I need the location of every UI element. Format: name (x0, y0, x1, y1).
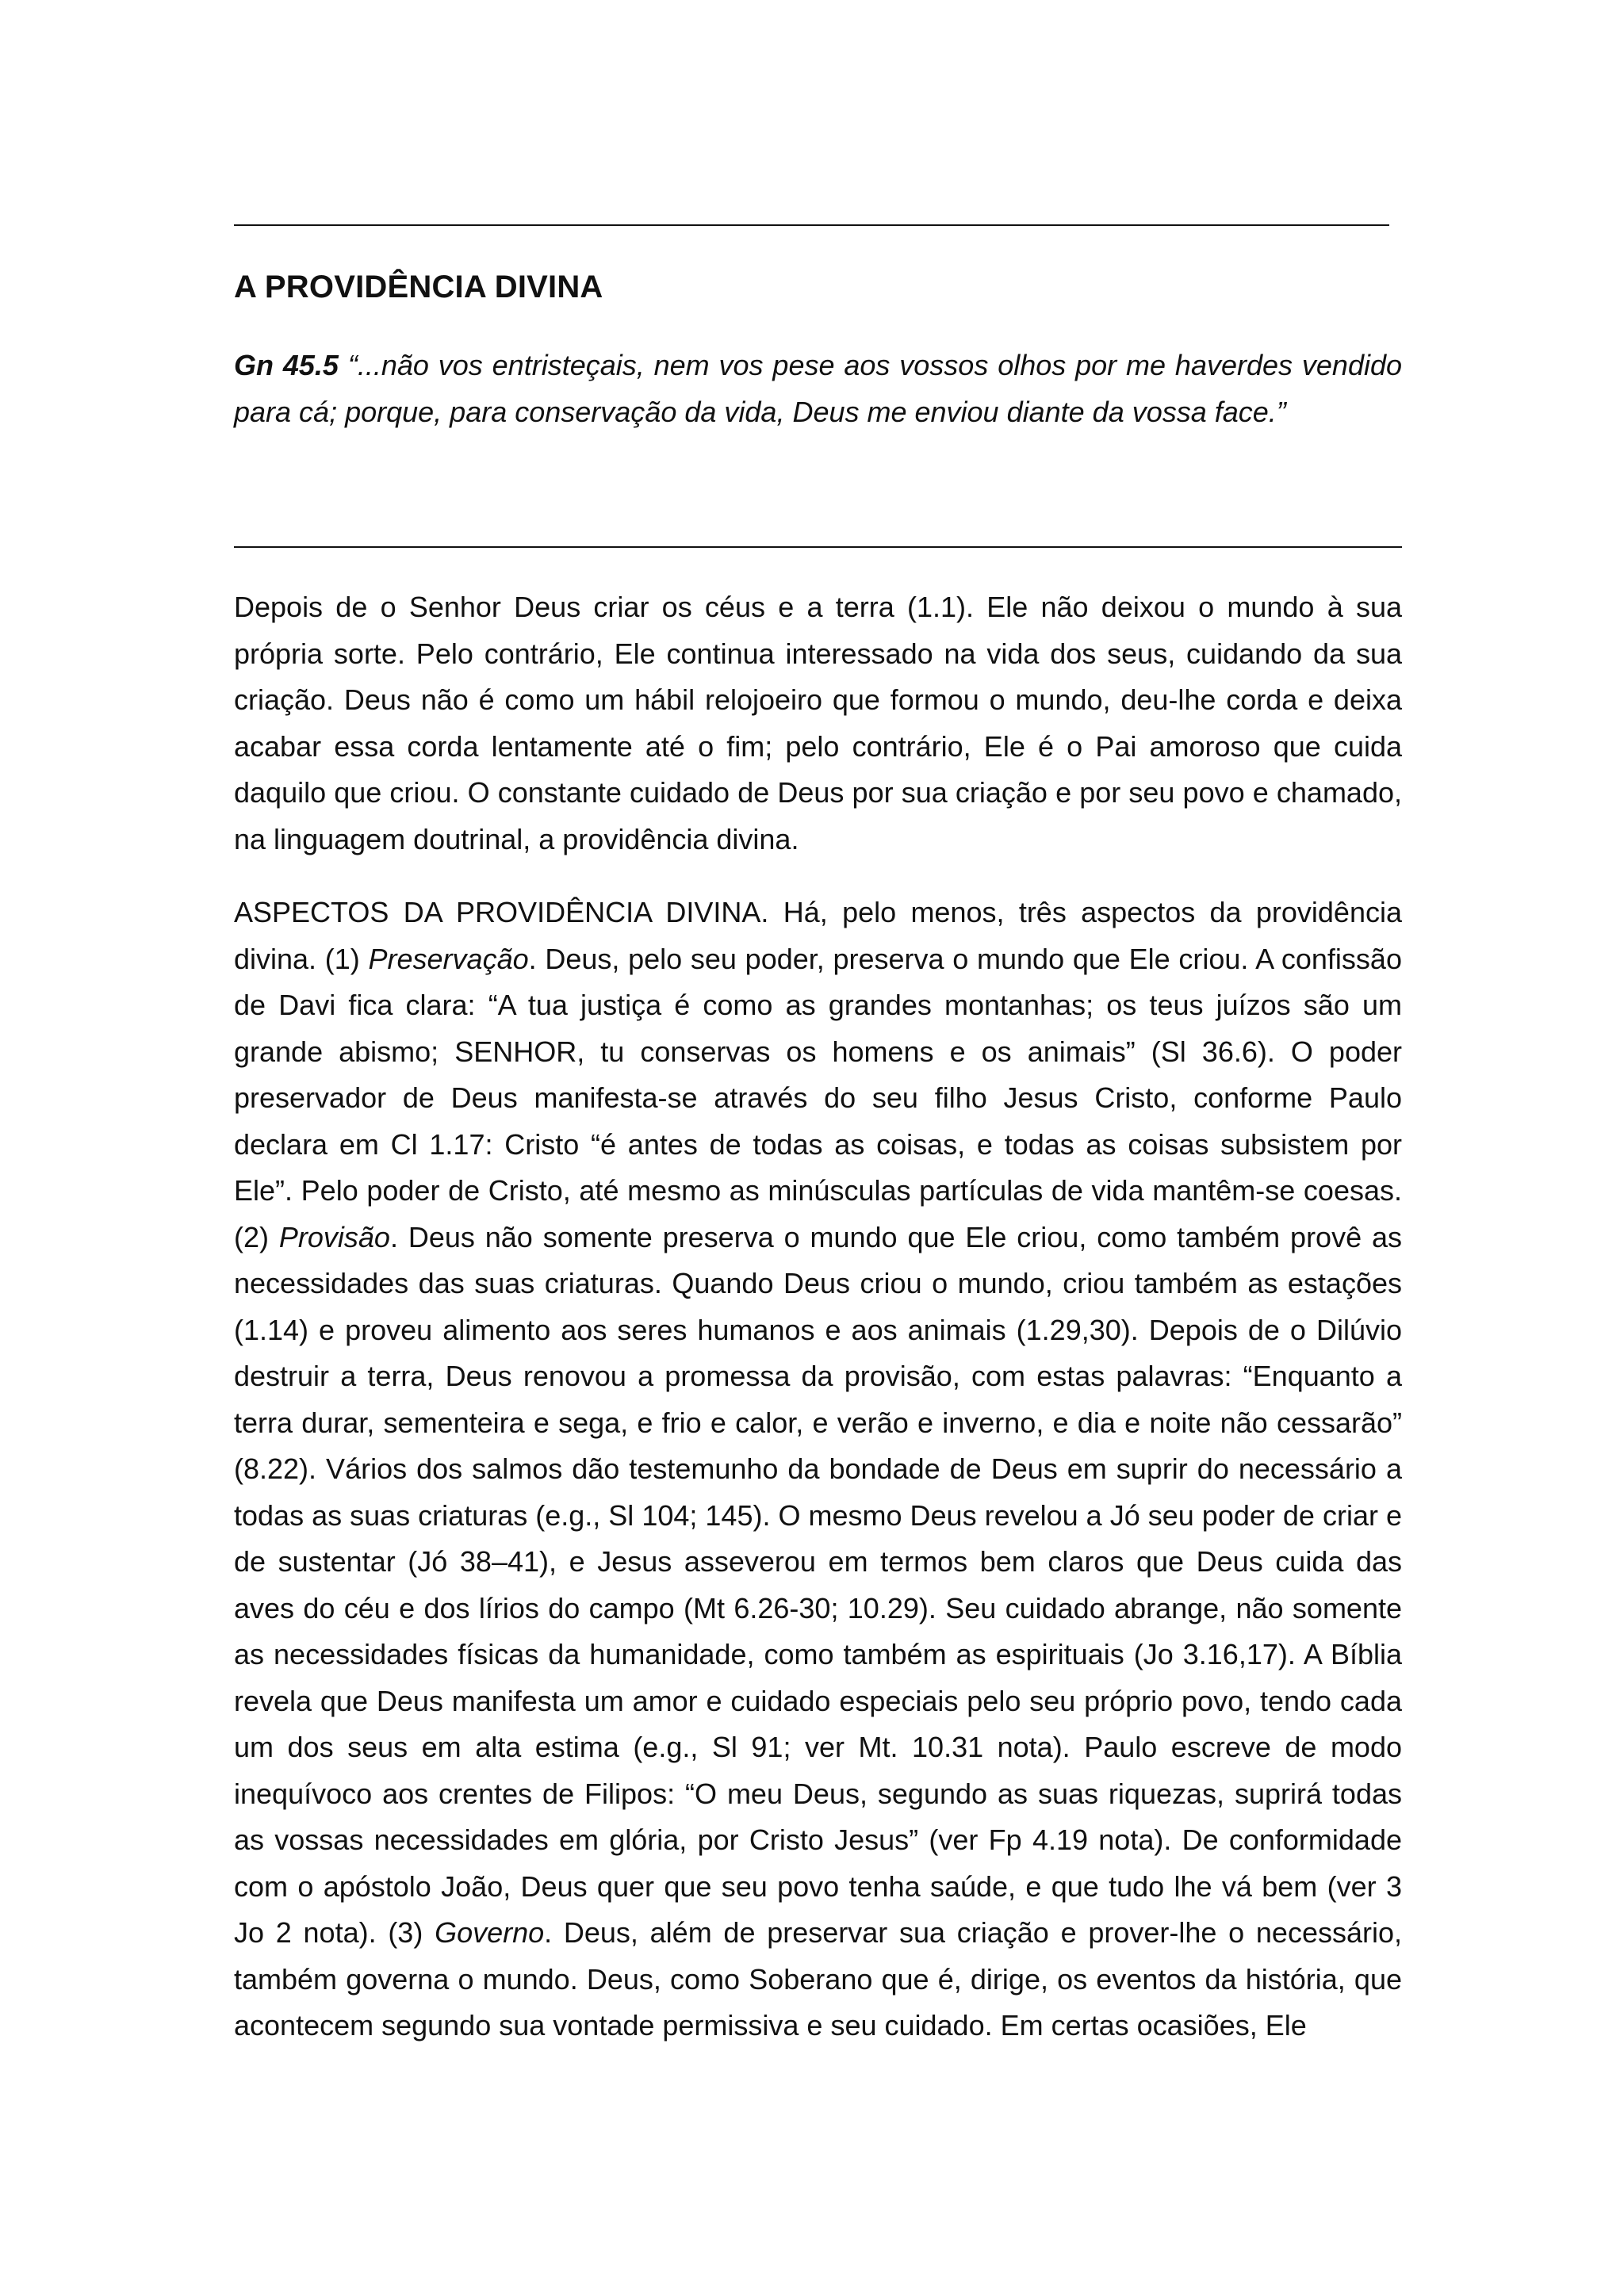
term-governo: Governo (435, 1916, 545, 1949)
verse-text: “...não vos entristeçais, nem vos pese aos vossos olhos por me haverdes vendido para cá; porque, para conservação da vida, Deus me enviou diante da vossa face.” (234, 349, 1403, 428)
section-divider (234, 546, 1402, 548)
epigraph-verse (234, 342, 1402, 435)
verse-reference: Gn 45.5 (234, 349, 339, 381)
document-title: A PROVIDÊNCIA DIVINA (234, 270, 603, 304)
top-divider (234, 224, 1389, 226)
paragraph-text: . Deus, pelo seu poder, preserva o mundo que Ele criou. A confissão de Davi fica clara: “A tua justiça é como as grandes montanhas; os teus juízos são um grande abismo; SENHOR, tu conservas os homens e os animais” (Sl 36.6). O poder preservador de Deus manifesta-se através do seu filho Jesus Cristo, conforme Paulo declara em Cl 1.17: Cristo “é antes de todas as coisas, e todas as coisas subsistem por Ele”. Pelo poder de Cristo, até mesmo as minúsculas partículas de vida mantêm-se coesas. (2) (234, 942, 1402, 1253)
term-preservacao: Preservação (368, 942, 529, 975)
document-page (234, 0, 1402, 2296)
paragraph-aspects (234, 890, 1402, 2049)
paragraph-text: . Deus, além de preservar sua criação e prover-lhe o necessário, também governa o mundo. Deus, como Soberano que é, dirige, os eventos da história, que acontecem segundo sua vontade permissiva e seu cuidado. Em certas ocasiões, Ele (234, 1916, 1402, 2042)
paragraph-intro: Depois de o Senhor Deus criar os céus e a terra (1.1). Ele não deixou o mundo à sua própria sorte. Pelo contrário, Ele continua interessado na vida dos seus, cuidando da sua criação. Deus não é como um hábil relojoeiro que formou o mundo, deu-lhe corda e deixa acabar essa corda lentamente até o fim; pelo contrário, Ele é o Pai amoroso que cuida daquilo que criou. O constante cuidado de Deus por sua criação e por seu povo e chamado, na linguagem doutrinal, a providência divina. (234, 591, 1402, 855)
term-provisao: Provisão (278, 1220, 390, 1253)
paragraph-text: . Deus não somente preserva o mundo que Ele criou, como também provê as necessidades das suas criaturas. Quando Deus criou o mundo, criou também as estações (1.14) e proveu alimento aos seres humanos e aos animais (1.29,30). Depois de o Dilúvio destruir a terra, Deus renovou a promessa da provisão, com estas palavras: “Enquanto a terra durar, sementeira e sega, e frio e calor, e verão e inverno, e dia e noite não cessarão” (8.22). Vários dos salmos dão testemunho da bondade de Deus em suprir do necessário a todas as suas criaturas (e.g., Sl 104; 145). O mesmo Deus revelou a Jó seu poder de criar e de sustentar (Jó 38–41), e Jesus asseverou em termos bem claros que Deus cuida das aves do céu e dos lírios do campo (Mt 6.26-30; 10.29). Seu cuidado abrange, não somente as necessidades físicas da humanidade, como também as espirituais (Jo 3.16,17). A Bíblia revela que Deus manifesta um amor e cuidado especiais pelo seu próprio povo, tendo cada um dos seus em alta estima (e.g., Sl 91; ver Mt. 10.31 nota). Paulo escreve de modo inequívoco aos crentes de Filipos: “O meu Deus, segundo as suas riquezas, suprirá todas as vossas necessidades em glória, por Cristo Jesus” (ver Fp 4.19 nota). De conformidade com o apóstolo João, Deus quer que seu povo tenha saúde, e que tudo lhe vá bem (ver 3 Jo 2 nota). (3) (234, 1220, 1402, 1949)
paragraph-text: ASPECTOS DA PROVIDÊNCIA DIVINA. Há, pelo menos, três aspectos da providência divina. (1) (234, 896, 1402, 975)
